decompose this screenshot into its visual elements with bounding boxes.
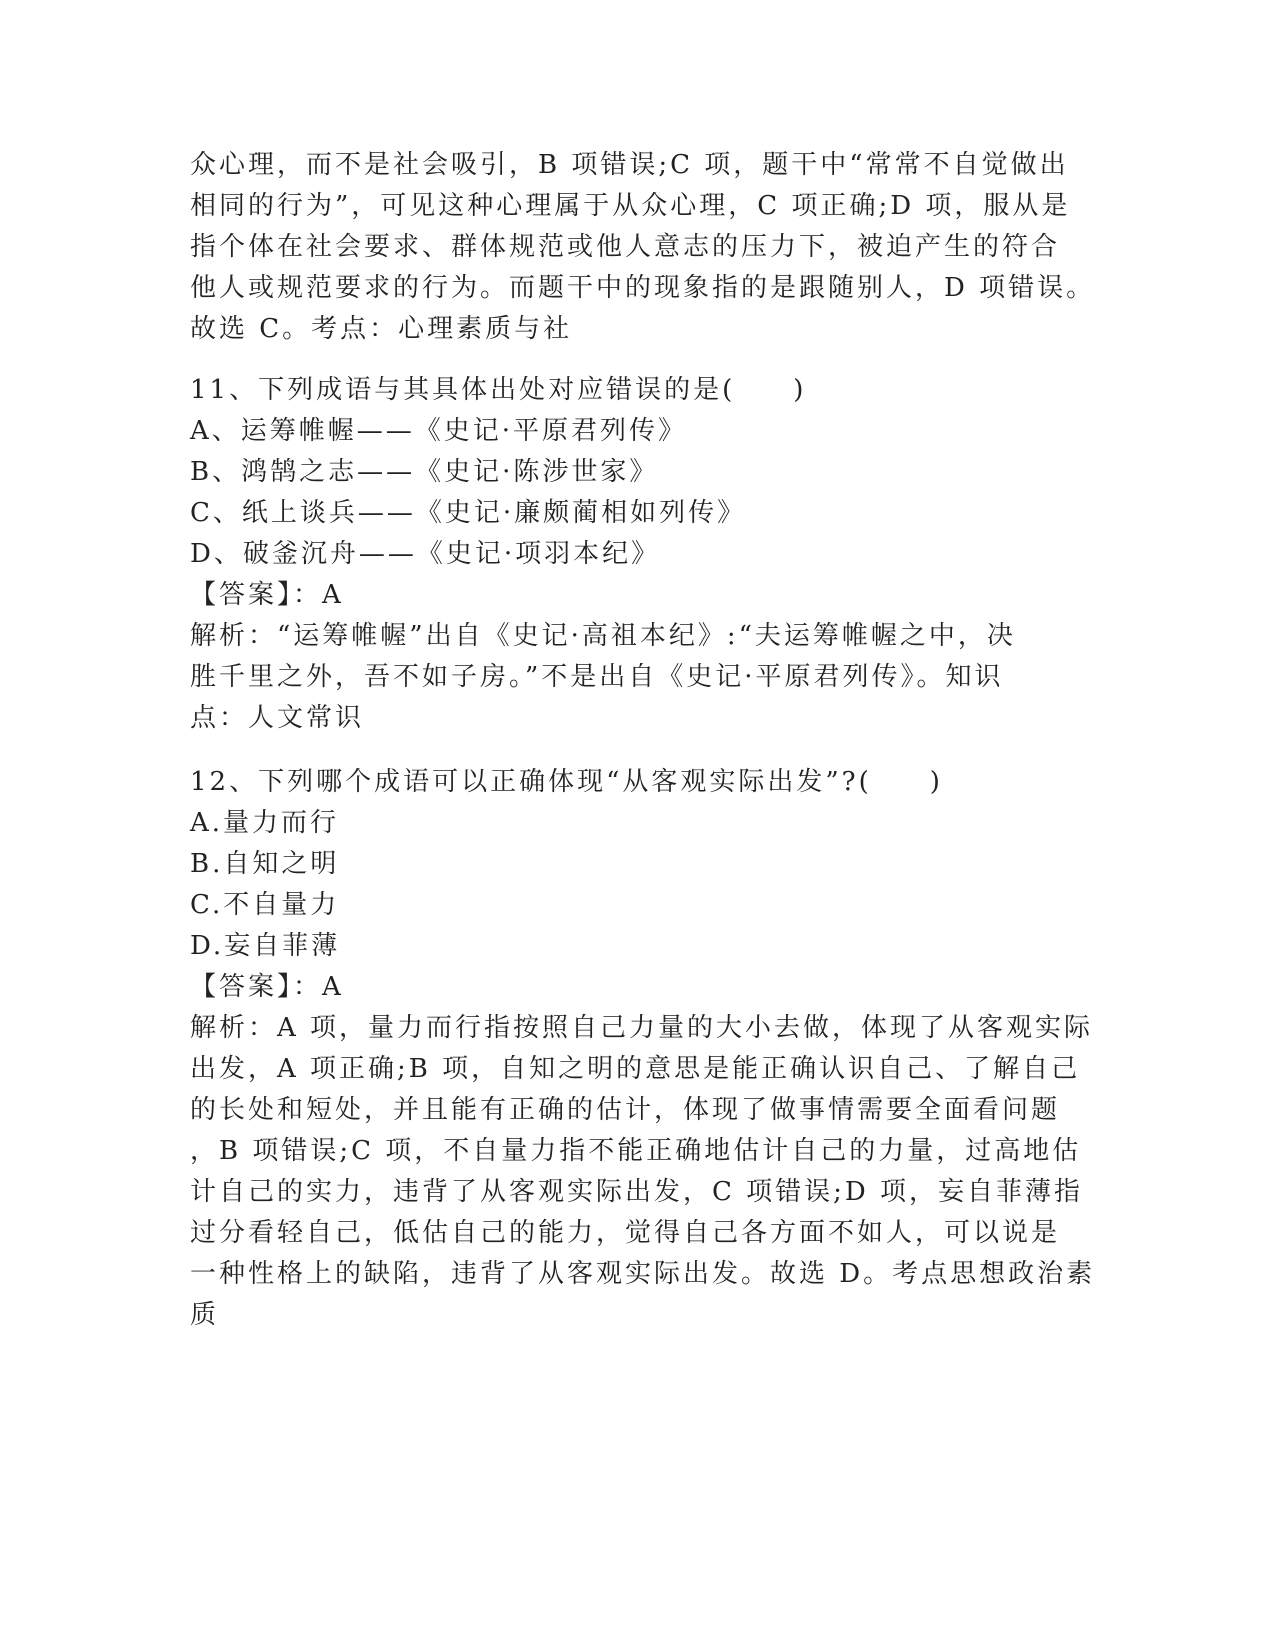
analysis-line: 出发，A 项正确;B 项，自知之明的意思是能正确认识自己、了解自己 bbox=[190, 1054, 1081, 1084]
analysis-line: 相同的行为”，可见这种心理属于从众心理，C 项正确;D 项，服从是 bbox=[190, 191, 1071, 221]
analysis-line: 众心理，而不是社会吸引，B 项错误;C 项，题干中“常常不自觉做出 bbox=[190, 150, 1069, 180]
analysis-line: 他人或规范要求的行为。而题干中的现象指的是跟随别人，D 项错误。 bbox=[190, 273, 1096, 303]
question-stem: 11、下列成语与其具体出处对应错误的是( ) bbox=[190, 375, 807, 405]
option-c: C.不自量力 bbox=[190, 890, 340, 920]
analysis-line: 一种性格上的缺陷，违背了从客观实际出发。故选 D。考点思想政治素 bbox=[190, 1259, 1096, 1289]
answer-line: 【答案】：A bbox=[190, 972, 344, 1002]
analysis-line: 指个体在社会要求、群体规范或他人意志的压力下，被迫产生的符合 bbox=[190, 232, 1061, 262]
question-stem: 12、下列哪个成语可以正确体现“从客观实际出发”?( ) bbox=[190, 767, 943, 797]
option-d: D.妄自菲薄 bbox=[190, 931, 341, 961]
analysis-line: 过分看轻自己，低估自己的能力，觉得自己各方面不如人，可以说是 bbox=[190, 1218, 1061, 1248]
option-a: A、运筹帷幄——《史记·平原君列传》 bbox=[190, 416, 688, 446]
answer-line: 【答案】：A bbox=[190, 580, 344, 610]
analysis-line: 故选 C。考点：心理素质与社 bbox=[190, 314, 573, 344]
analysis-line: 胜千里之外，吾不如子房。”不是出自《史记·平原君列传》。知识 bbox=[190, 662, 1004, 692]
option-c: C、纸上谈兵——《史记·廉颇蔺相如列传》 bbox=[190, 498, 747, 528]
analysis-line: 解析：“运筹帷幄”出自《史记·高祖本纪》:“夫运筹帷幄之中，决 bbox=[190, 621, 1016, 651]
analysis-line: ，B 项错误;C 项，不自量力指不能正确地估计自己的力量，过高地估 bbox=[190, 1136, 1082, 1166]
option-b: B、鸿鹄之志——《史记·陈涉世家》 bbox=[190, 457, 659, 487]
analysis-line: 解析：A 项，量力而行指按照自己力量的大小去做，体现了从客观实际 bbox=[190, 1013, 1094, 1043]
analysis-line: 质 bbox=[190, 1300, 220, 1330]
option-d: D、破釜沉舟——《史记·项羽本纪》 bbox=[190, 539, 661, 569]
analysis-line: 的长处和短处，并且能有正确的估计，体现了做事情需要全面看问题 bbox=[190, 1095, 1061, 1125]
option-b: B.自知之明 bbox=[190, 849, 340, 879]
analysis-line: 计自己的实力，违背了从客观实际出发，C 项错误;D 项，妄自菲薄指 bbox=[190, 1177, 1084, 1207]
option-a: A.量力而行 bbox=[190, 808, 340, 838]
analysis-line: 点：人文常识 bbox=[190, 703, 365, 733]
